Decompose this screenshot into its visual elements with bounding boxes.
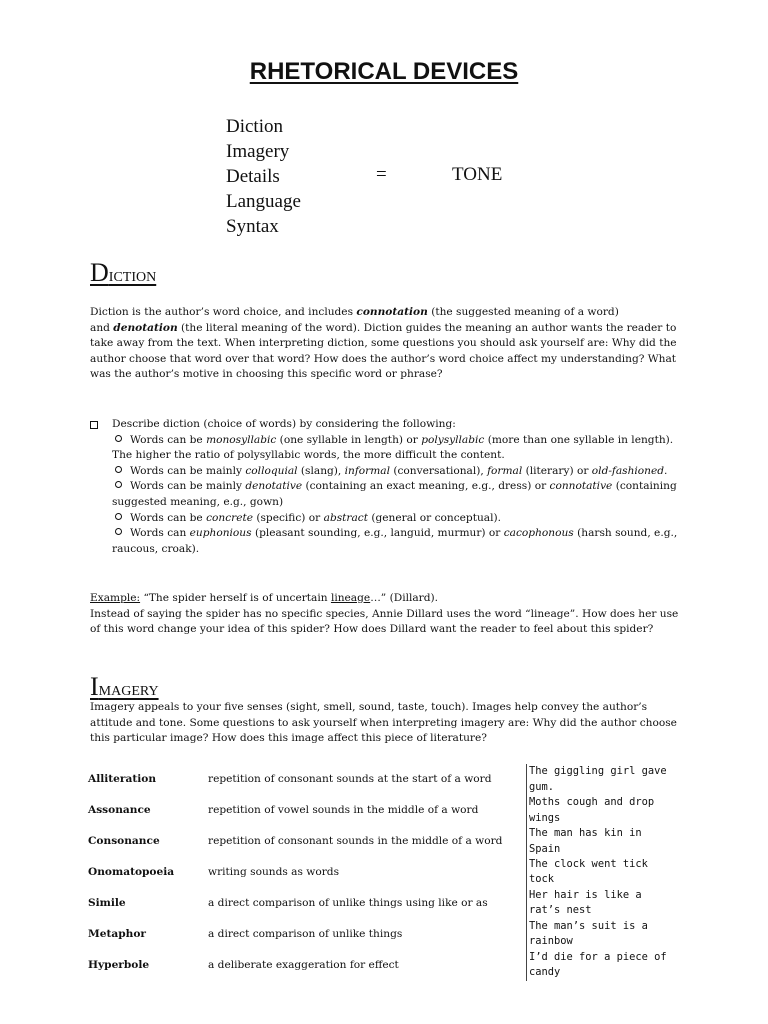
table-row — [86, 857, 681, 888]
device-example: Moths cough and drop wings — [527, 795, 682, 826]
diction-example — [90, 591, 680, 638]
sub-term: colloquial — [245, 464, 298, 477]
sub-bullet-item — [112, 433, 680, 464]
tone-component: Details — [226, 166, 280, 187]
diction-intro — [90, 305, 680, 383]
device-term: Metaphor — [88, 927, 146, 940]
sub-term: polysyllabic — [421, 433, 485, 446]
imagery-devices-table — [86, 764, 681, 981]
table-row — [86, 795, 681, 826]
sub-text: Words can — [130, 527, 190, 540]
device-definition: a deliberate exaggeration for effect — [208, 958, 399, 971]
term-connotation: connotation — [356, 306, 428, 318]
device-term: Consonance — [88, 834, 160, 847]
sub-text: (harsh sound, e.g., raucous, croak). — [112, 527, 678, 555]
sub-bullet-item — [112, 479, 680, 510]
sub-text: Words can be mainly — [130, 480, 246, 493]
sub-term: denotative — [245, 480, 303, 493]
sub-term: old-fashioned. — [591, 464, 668, 477]
diction-bullet-list — [90, 417, 680, 557]
device-term: Alliteration — [88, 772, 157, 785]
tone-component: Language — [226, 191, 301, 212]
sub-text: (one syllable in length) or — [276, 433, 422, 446]
sub-text: (containing an exact meaning, e.g., dress) or — [302, 480, 550, 493]
sub-term: connotative — [549, 480, 613, 493]
diction-heading — [90, 258, 156, 288]
imagery-heading — [90, 672, 159, 702]
sub-text: (more than one syllable in length). The higher the ratio of polysyllabic words, the more difficult the content. — [112, 433, 674, 462]
tone-component: Syntax — [226, 216, 279, 237]
diction-intro-text: (the literal meaning of the word). Diction guides the meaning an author wants the reader to take away from the text. When interpreting diction, some questions you should ask yourself are: Why did the author choose that word over that word? How does the author’s word choice affect my understanding? What was the author’s motive in choosing this specific word or phrase? — [90, 321, 677, 381]
device-term: Simile — [88, 896, 126, 909]
device-term: Onomatopoeia — [88, 865, 175, 878]
sub-text: Words can be — [130, 433, 207, 446]
device-definition: a direct comparison of unlike things — [208, 927, 403, 940]
device-definition: a direct comparison of unlike things using like or as — [208, 896, 488, 909]
circle-bullet-icon — [115, 435, 122, 442]
term-denotation: denotation — [113, 321, 178, 334]
tone-components-list — [226, 114, 301, 239]
sub-text: (general or conceptual). — [368, 511, 501, 524]
device-example: The man has kin in Spain — [527, 826, 682, 857]
sub-text: (literary) or — [522, 464, 592, 477]
sub-text: Words can be mainly — [130, 464, 246, 477]
sub-bullet-item — [112, 511, 680, 527]
imagery-intro: Imagery appeals to your five senses (sight, smell, sound, taste, touch). Images help convey the author’s attitude and tone. Some questions to ask yourself when interpreting imagery are: Why did the author choose this particular image? How does this image affect this piece of literature? — [90, 701, 677, 745]
square-bullet-icon — [90, 421, 98, 429]
tone-component: Diction — [226, 116, 283, 137]
table-row — [86, 919, 681, 950]
sub-text: (conversational), — [390, 464, 488, 477]
sub-term: cacophonous — [503, 527, 574, 540]
diction-intro-text: and — [90, 321, 114, 334]
example-quote: …” (Dillard). — [370, 592, 439, 604]
device-example: Her hair is like a rat’s nest — [527, 888, 682, 919]
circle-bullet-icon — [115, 528, 122, 535]
page-title-text: RHETORICAL DEVICES — [249, 58, 519, 85]
example-explanation: Instead of saying the spider has no specific species, Annie Dillard uses the word “lineage”. How does her use of this word change your idea of this spider? How does Dillard want the reader to feel about this spider? — [90, 607, 679, 636]
device-term: Assonance — [88, 803, 151, 816]
sub-term: concrete — [206, 511, 253, 524]
circle-bullet-icon — [115, 481, 122, 488]
table-row — [86, 950, 681, 981]
table-row — [86, 888, 681, 919]
sub-text: (slang), — [297, 464, 345, 477]
bullet-item — [90, 417, 680, 433]
example-quote-line — [90, 591, 680, 607]
device-term: Hyperbole — [88, 958, 150, 971]
diction-intro-text: Diction is the author’s word choice, and includes — [90, 306, 357, 318]
example-quote: “The spider herself is of uncertain — [140, 592, 331, 604]
tone-component: Imagery — [226, 141, 290, 162]
sub-term: monosyllabic — [206, 433, 277, 446]
table-row — [86, 826, 681, 857]
example-underlined-word: lineage — [330, 592, 371, 604]
bullet-text: Describe diction (choice of words) by considering the following: — [112, 418, 456, 430]
diction-heading-rest: iction — [108, 264, 157, 286]
equals-sign: = — [376, 164, 387, 185]
imagery-heading-rest: magery — [98, 678, 159, 700]
device-example: The giggling girl gave gum. — [527, 764, 682, 795]
device-example: The clock went tick tock — [527, 857, 682, 888]
sub-text: Words can be — [130, 511, 207, 524]
sub-term: euphonious — [189, 527, 252, 540]
table-row — [86, 764, 681, 795]
tone-result: TONE — [452, 164, 503, 185]
device-definition: repetition of consonant sounds at the start of a word — [208, 772, 492, 785]
sub-text: (specific) or — [253, 511, 324, 524]
circle-bullet-icon — [115, 466, 122, 473]
device-definition: repetition of vowel sounds in the middle of a word — [208, 803, 479, 816]
device-definition: repetition of consonant sounds in the middle of a word — [208, 834, 503, 847]
diction-heading-cap: D — [90, 258, 109, 287]
circle-bullet-icon — [115, 513, 122, 520]
diction-intro-text: (the suggested meaning of a word) — [427, 306, 619, 318]
device-example: I’d die for a piece of candy — [527, 950, 682, 981]
sub-text: (pleasant sounding, e.g., languid, murmur) or — [251, 527, 504, 540]
device-definition: writing sounds as words — [208, 865, 340, 878]
sub-term: formal — [487, 464, 523, 477]
example-label: Example: — [90, 592, 141, 604]
sub-text: (containing suggested meaning, e.g., gown) — [112, 480, 677, 508]
sub-bullet-item — [112, 526, 680, 557]
imagery-heading-cap: I — [90, 672, 99, 701]
sub-term: abstract — [323, 511, 368, 524]
device-example: The man’s suit is a rainbow — [527, 919, 682, 950]
sub-term: informal — [344, 464, 390, 477]
page-title — [0, 58, 768, 86]
sub-bullet-item — [112, 464, 680, 480]
